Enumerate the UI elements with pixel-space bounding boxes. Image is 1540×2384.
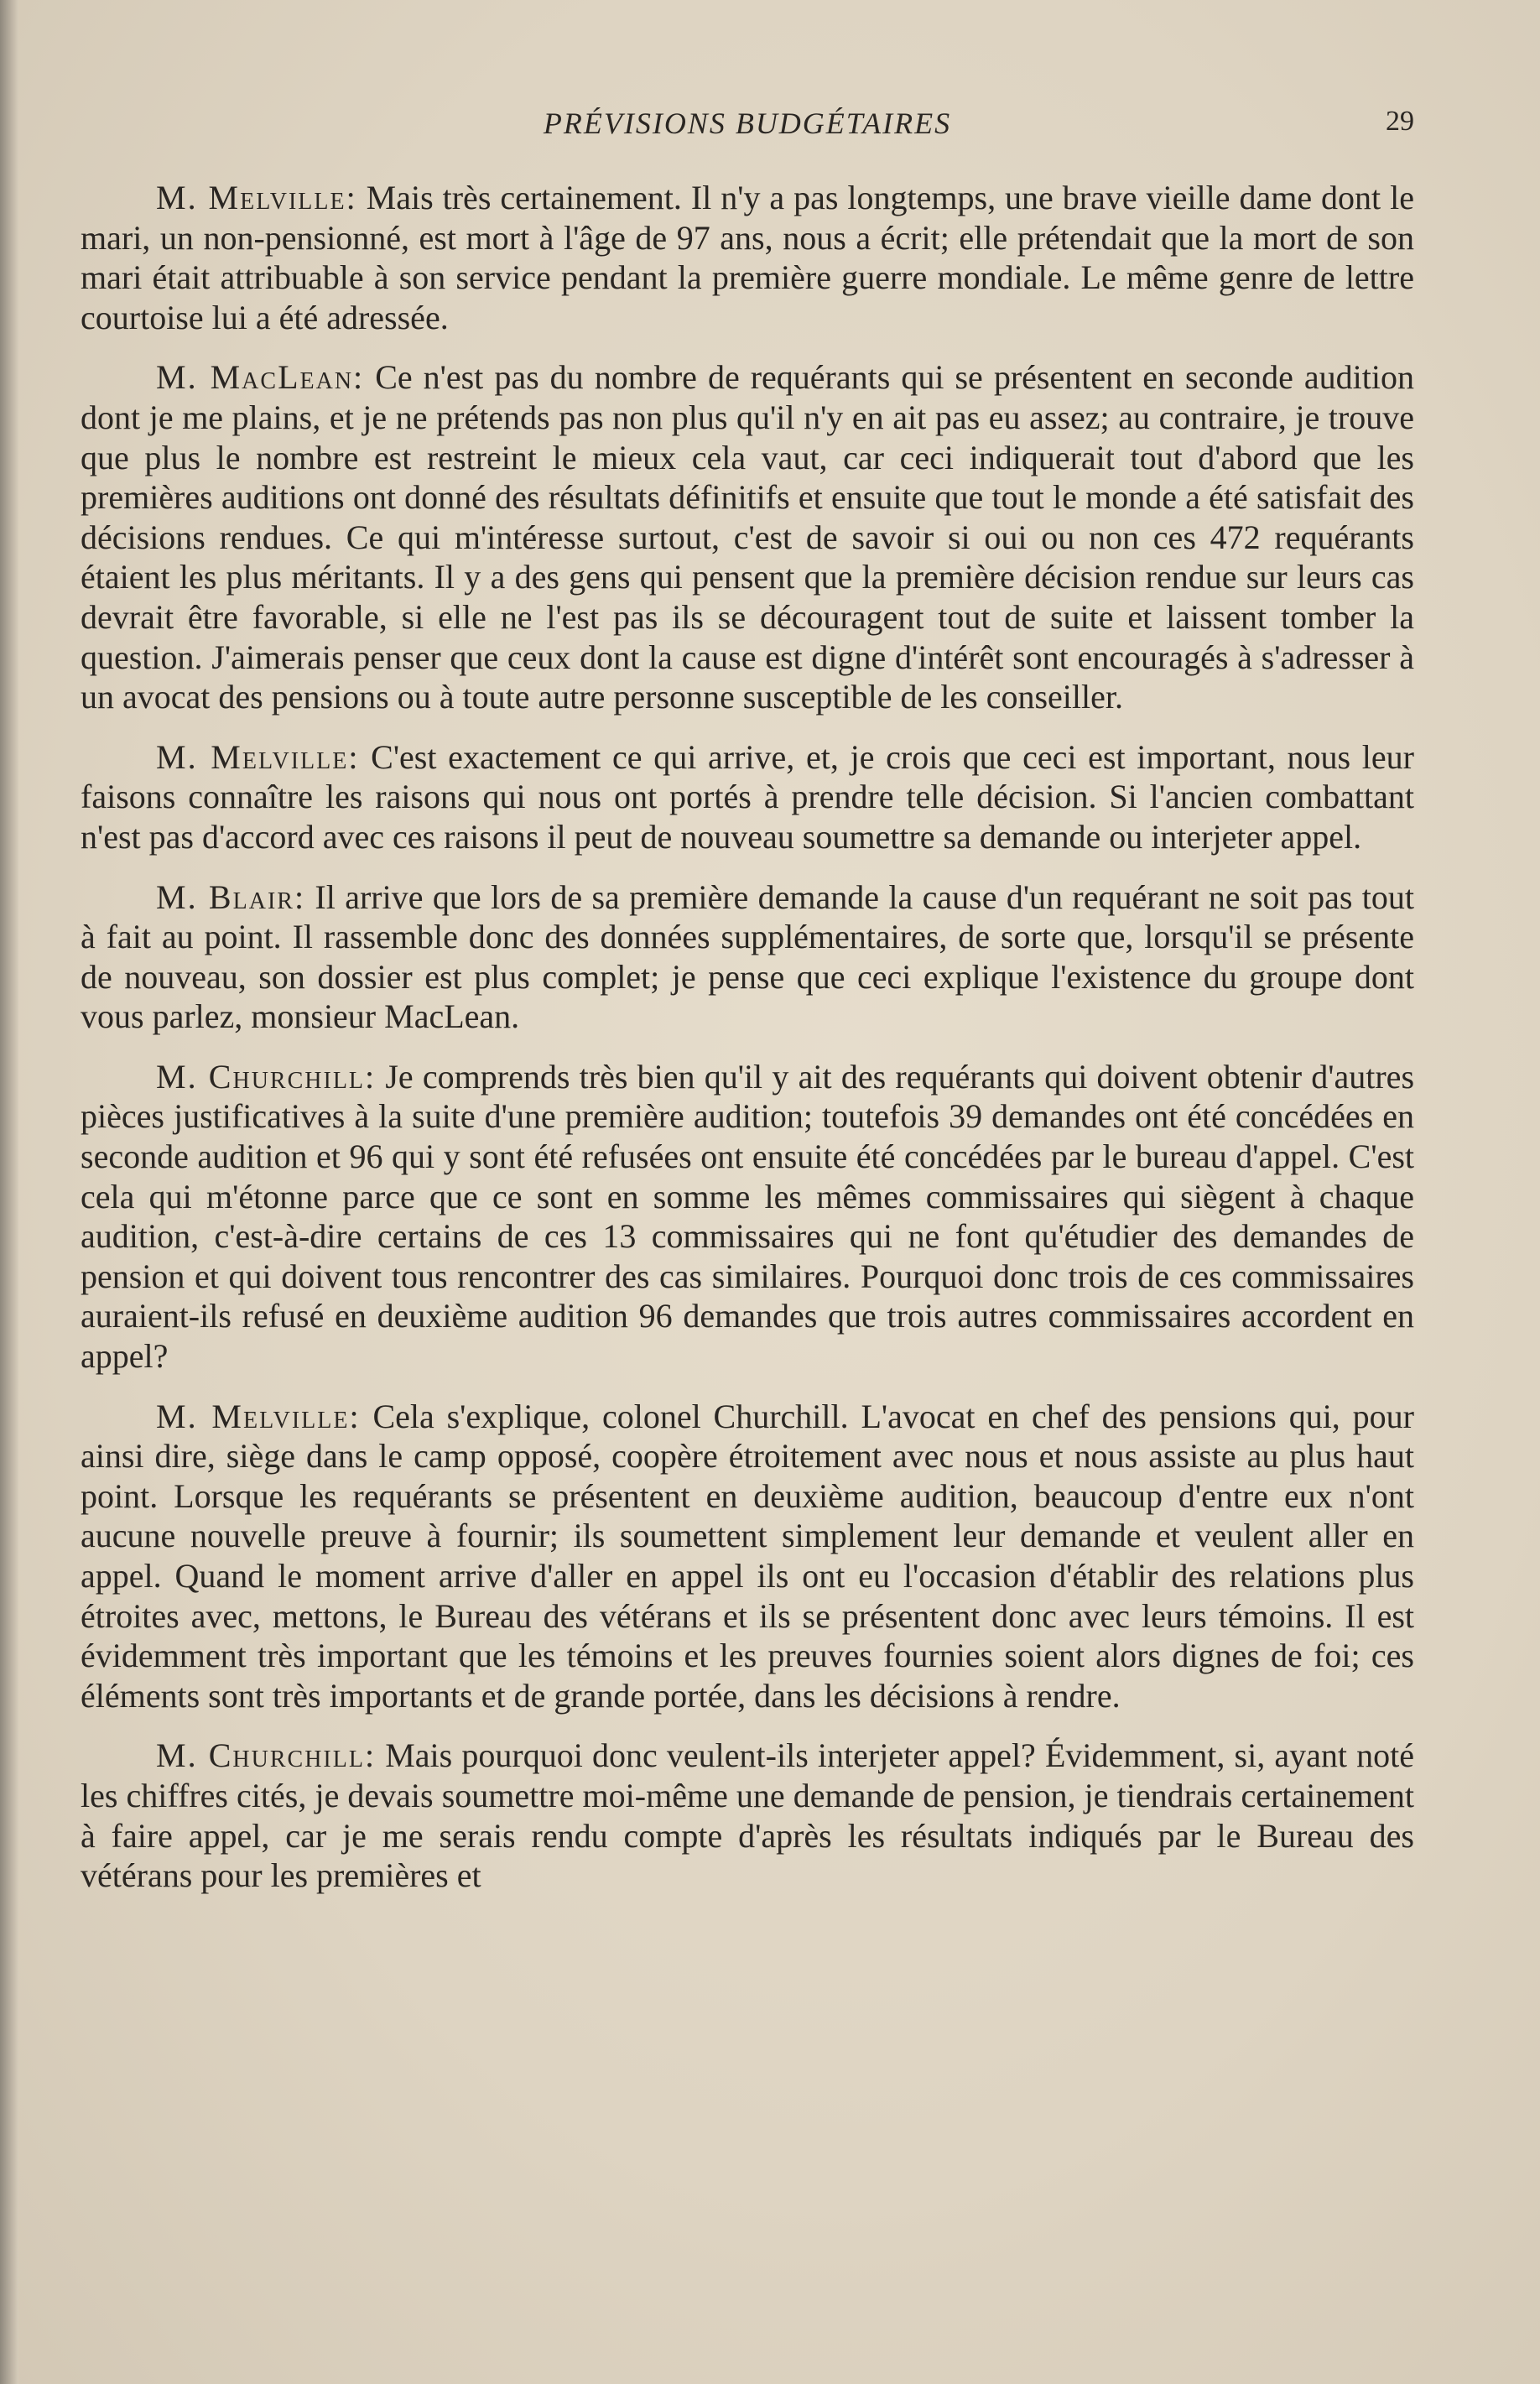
speaker-name: M. Churchill: — [156, 1057, 377, 1096]
paragraph — [81, 877, 1414, 1037]
paragraph — [81, 178, 1414, 337]
speaker-name: M. Blair: — [156, 877, 306, 916]
running-header — [81, 106, 1414, 156]
paragraph — [81, 1397, 1414, 1716]
paragraph — [81, 1736, 1414, 1895]
speaker-name: M. Melville: — [156, 737, 360, 776]
paragraph-text: Ce n'est pas du nombre de requérants qui se présentent en seconde audition dont je me plains, et je ne prétends pas non plus qu'il n'y en ait pas eu assez; au contraire, je trouve que plus le nombre est restreint le mieux cela vaut, car ceci indiquerait tout d'abord que les premières auditions ont donné des résultats définitifs et ensuite que tout le monde a été satisfait des décisions rendues. Ce qui m'intéresse surtout, c'est de savoir si oui ou non ces 472 requérants étaient les plus méritants. Il y a des gens qui pensent que la première décision rendue sur leurs cas devrait être favorable, si elle ne l'est pas ils se découragent tout de suite et laissent tomber la question. J'aimerais penser que ceux dont la cause est digne d'intérêt sont encouragés à s'adresser à un avocat des pensions ou à toute autre personne susceptible de les conseiller. — [81, 358, 1414, 716]
speaker-name: M. Churchill: — [156, 1736, 377, 1775]
paragraph-text: Mais très certainement. Il n'y a pas longtemps, une brave vieille dame dont le mari, un non-pensionné, est mort à l'âge de 97 ans, nous a écrit; elle prétendait que la mort de son mari était attribuable à son service pendant la première guerre mondiale. Le même genre de lettre courtoise lui a été adressée. — [81, 179, 1414, 336]
page-number: 29 — [1386, 106, 1414, 137]
paragraph-text: Cela s'explique, colonel Churchill. L'avocat en chef des pensions qui, pour ainsi dire, siège dans le camp opposé, coopère étroitement avec nous et nous assiste au plus haut point. Lorsque les requérants se présentent en deuxième audition, beaucoup d'entre eux n'ont aucune nouvelle preuve à fournir; ils soumettent simplement leur demande et veulent aller en appel. Quand le moment arrive d'aller en appel ils ont eu l'occasion d'établir des relations plus étroites avec, mettons, le Bureau des vétérans et ils se présentent donc avec leurs témoins. Il est évidemment très important que les témoins et les preuves fournies soient alors dignes de foi; ces éléments sont très importants et de grande portée, dans les décisions à rendre. — [81, 1397, 1414, 1715]
paragraph — [81, 357, 1414, 716]
speaker-name: M. Melville: — [156, 179, 357, 216]
paragraph — [81, 737, 1414, 857]
paragraph-text: Je comprends très bien qu'il y ait des requérants qui doivent obtenir d'autres pièces justificatives à la suite d'une première audition; toutefois 39 demandes ont été concédées en seconde audition et 96 qui y sont été refusées ont ensuite été concédées par le bureau d'appel. C'est cela qui m'étonne parce que ce sont en somme les mêmes commissaires qui siègent à chaque audition, c'est-à-dire certains de ces 13 commissaires qui ne font qu'étudier des demandes de pension et qui doivent tous rencontrer des cas similaires. Pourquoi donc trois de ces commissaires auraient-ils refusé en deuxième audition 96 demandes que trois autres commissaires accordent en appel? — [81, 1057, 1415, 1376]
paragraph-text: Mais pourquoi donc veulent-ils interjeter appel? Évidemment, si, ayant noté les chiffres cités, je devais soumettre moi-même une demande de pension, je tiendrais certainement à faire appel, car je me serais rendu compte d'après les résultats indiqués par le Bureau des vétérans pour les premières et — [81, 1736, 1415, 1895]
paragraph-text: C'est exactement ce qui arrive, et, je crois que ceci est important, nous leur faisons connaître les raisons qui nous ont portés à prendre telle décision. Si l'ancien combattant n'est pas d'accord avec ces raisons il peut de nouveau soumettre sa demande ou interjeter appel. — [81, 737, 1414, 856]
speaker-name: M. MacLean: — [156, 358, 365, 397]
speaker-name: M. Melville: — [156, 1397, 361, 1435]
paragraph — [81, 1057, 1414, 1377]
body-text — [81, 178, 1414, 1916]
paragraph-text: Il arrive que lors de sa première demande la cause d'un requérant ne soit pas tout à fait au point. Il rassemble donc des données supplémentaires, de sorte que, lorsqu'il se présente de nouveau, son dossier est plus complet; je pense que ceci explique l'existence du groupe dont vous parlez, monsieur MacLean. — [81, 877, 1414, 1036]
running-title: PRÉVISIONS BUDGÉTAIRES — [543, 107, 952, 140]
book-spine-shadow — [0, 0, 18, 2384]
